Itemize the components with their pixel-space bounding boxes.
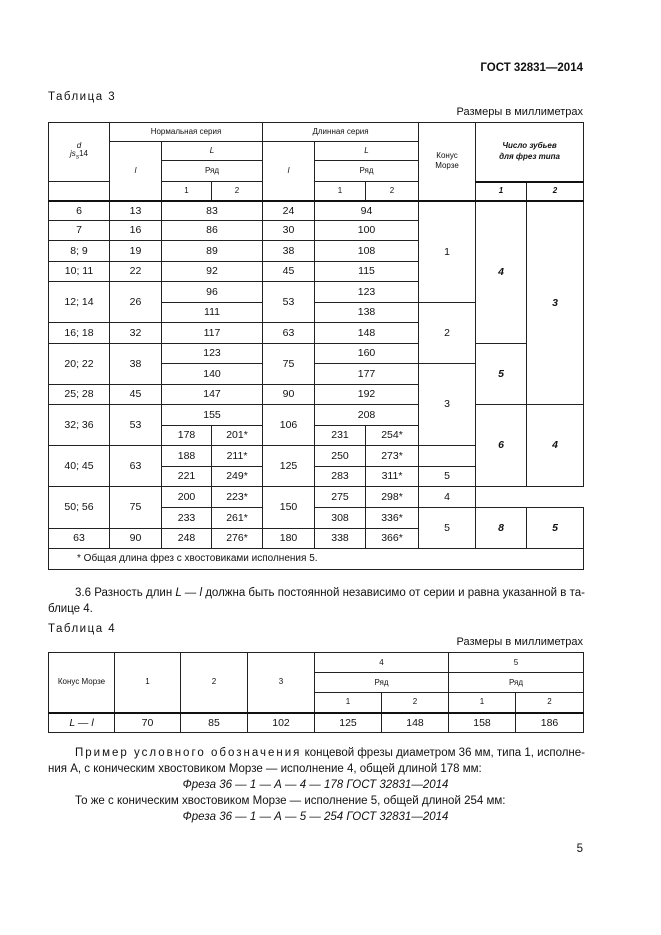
table4-row-label: L — l: [49, 713, 115, 733]
table-row: 7 16 86 30 100: [49, 221, 584, 241]
table3-units: Размеры в миллиметрах: [456, 106, 583, 118]
table4-row-header-4: Ряд: [315, 673, 449, 693]
long-row-1: 1: [315, 182, 366, 201]
table-row: 12; 14 26 96 53 123: [49, 282, 584, 303]
table-row: 221 249* 283 311* 5: [49, 467, 584, 487]
table-row: 178 201* 231 254*: [49, 426, 584, 446]
table-note-row: [49, 549, 584, 570]
teeth-header: Число зубьев для фрез типа: [476, 123, 584, 182]
table4-caption: Таблица 4: [48, 623, 117, 635]
example-line2: ния А, с коническим хвостовиком Морзе — исполнение 4, общей длиной 178 мм:: [48, 763, 482, 775]
example-designation-2: Фреза 36 — 1 — А — 5 — 254 ГОСТ 32831—2014: [182, 811, 449, 823]
long-l-header: l: [263, 142, 315, 201]
table4-col-3: 3: [248, 653, 315, 713]
table3-footnote: * Общая длина фрез с хвостовиками исполнения 5.: [49, 549, 584, 570]
table3-caption: Таблица 3: [48, 91, 117, 103]
normal-series-header: Нормальная серия: [110, 123, 263, 142]
table4-col-2: 2: [181, 653, 248, 713]
teeth2-4: 4: [527, 405, 584, 487]
morse-5b: 5: [419, 508, 476, 549]
morse-4b: 4: [419, 487, 476, 508]
morse-1: 1: [419, 201, 476, 303]
paragraph-3-6-line2: блице 4.: [48, 603, 93, 615]
table-row: 20; 22 38 123 75 160 5: [49, 344, 584, 364]
table-row: 40; 45 63 188 211* 125 250 273*: [49, 446, 584, 467]
page-number: 5: [576, 843, 583, 855]
table-row: 6 13 83 24 94 1 4 3: [49, 201, 584, 221]
table-row: 50; 56 75 200 223* 150 275 298* 4: [49, 487, 584, 508]
normal-row-2: 2: [212, 182, 263, 201]
table4-col-5: 5: [449, 653, 584, 673]
table-row: 111 138 2: [49, 303, 584, 323]
table4-row-header-5: Ряд: [449, 673, 584, 693]
long-row-header: Ряд: [315, 161, 419, 182]
teeth2-3: 3: [527, 201, 584, 405]
paragraph-3-6: 3.6 Разность длин L — l должна быть постоянной независимо от серии и равна указанной в та-: [75, 587, 585, 599]
teeth1-4: 4: [476, 201, 527, 344]
teeth2-5: 5: [527, 508, 584, 549]
long-series-header: Длинная серия: [263, 123, 419, 142]
table-row: 140 177 3: [49, 364, 584, 385]
normal-l-header: l: [110, 142, 162, 201]
example-line1: Пример условного обозначения концевой фрезы диаметром 36 мм, типа 1, исполне-: [75, 747, 585, 759]
long-L-header: L: [315, 142, 419, 161]
normal-row-header: Ряд: [162, 161, 263, 182]
table3: [48, 122, 584, 570]
table4-units: Размеры в миллиметрах: [456, 636, 583, 648]
table4-col-1: 1: [115, 653, 181, 713]
morse-header: Конус Морзе: [419, 123, 476, 201]
table-row: 32; 36 53 155 106 208 6 4: [49, 405, 584, 426]
teeth1-8: 8: [476, 508, 527, 549]
example-designation-1: Фреза 36 — 1 — А — 4 — 178 ГОСТ 32831—2014: [182, 779, 449, 791]
teeth1-6: 6: [476, 405, 527, 487]
table-row: 8; 9 19 89 38 108: [49, 241, 584, 262]
example-line3: То же с коническим хвостовиком Морзе — исполнение 5, общей длиной 254 мм:: [75, 795, 506, 807]
teeth-type-1: 1: [476, 182, 527, 201]
table4-morse-header: Конус Морзе: [49, 653, 115, 713]
teeth-type-2: 2: [527, 182, 584, 201]
table-row: 10; 11 22 92 45 115: [49, 262, 584, 282]
table-row: 25; 28 45 147 90 192: [49, 385, 584, 405]
table4: Конус Морзе 1 2 3 4 5 Ряд Ряд 1 2 1 2 L — l 70 85 102 125 148 158 186: [48, 652, 584, 733]
standard-header: ГОСТ 32831—2014: [480, 62, 583, 74]
morse-2: 2: [419, 303, 476, 364]
table-row: 233 261* 308 336* 5 8 5: [49, 508, 584, 529]
teeth1-5: 5: [476, 344, 527, 405]
formula-L-l: L — l: [175, 587, 203, 599]
normal-L-header: L: [162, 142, 263, 161]
table-row: 16; 18 32 117 63 148: [49, 323, 584, 344]
normal-row-1: 1: [162, 182, 212, 201]
table4-col-4: 4: [315, 653, 449, 673]
table-row: 63 90 248 276* 180 338 366*: [49, 529, 584, 549]
morse-5a: 5: [419, 467, 476, 487]
col-d-header: d $js_s14$: [49, 123, 110, 182]
long-row-2: 2: [366, 182, 419, 201]
table-row: L — l 70 85 102 125 148 158 186: [49, 713, 584, 733]
morse-3: 3: [419, 364, 476, 446]
